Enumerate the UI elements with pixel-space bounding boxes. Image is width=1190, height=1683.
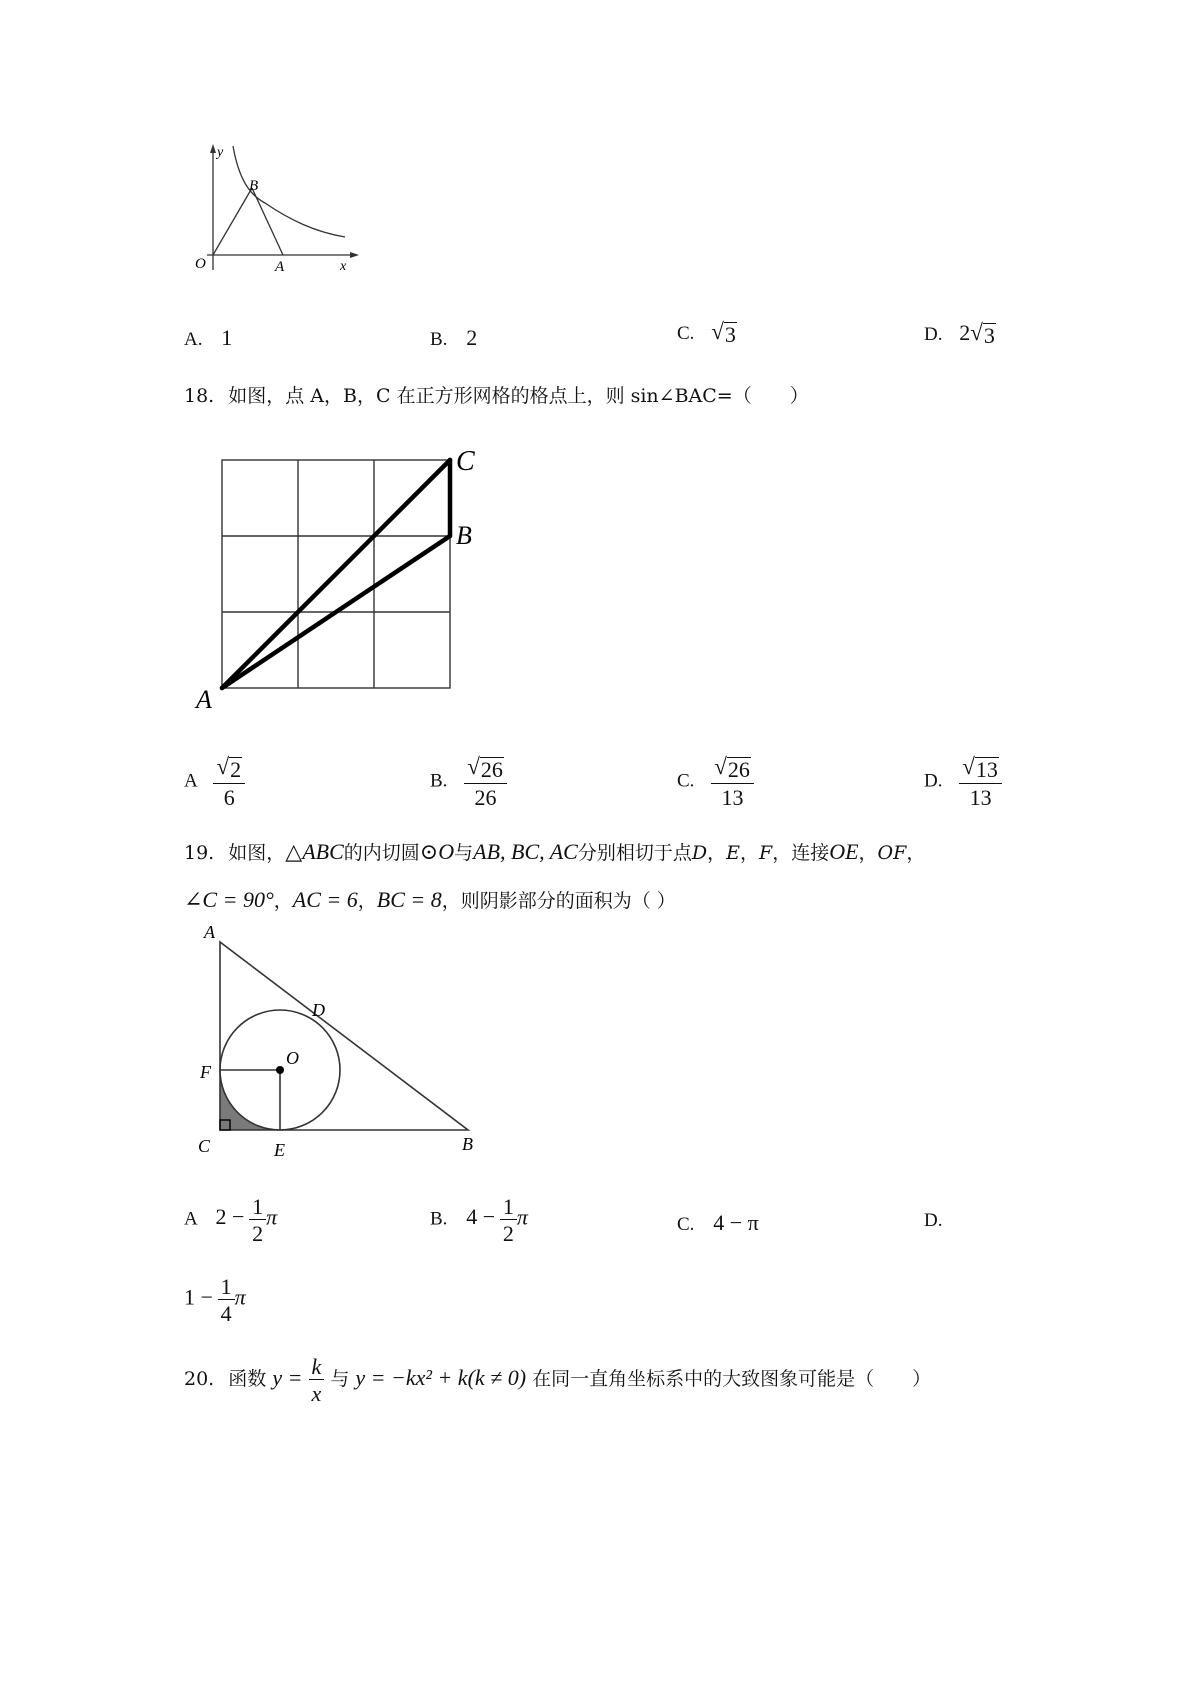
y-axis-label: y — [217, 145, 224, 160]
point-a-label: A — [275, 259, 285, 275]
q19-option-a: A 2 − $\frac{1}{2}$ π — [184, 1194, 278, 1247]
q17-option-d: D. 2 √ 3 — [924, 319, 995, 348]
point-c-label: C — [456, 446, 475, 477]
q19-question-line1: 19. 如图，△ABC的内切圆⊙O与AB, BC, AC分别相切于点D，E，F，连接OE，OF， — [184, 839, 926, 864]
point-d-label: D — [312, 1000, 325, 1020]
q18-option-b: B. √ 26 26 — [430, 755, 507, 809]
q20-question: 20. 函数 y = $\frac{k}{x}$ 与 y = −kx² + k(k ≠ 0) 在同一直角坐标系中的大致图象可能是（ ） — [184, 1354, 932, 1407]
point-b-label: B — [462, 1134, 473, 1154]
q17-option-a: A. 1 — [184, 325, 233, 350]
shaded-region — [220, 1070, 280, 1130]
q17-option-b: B. 2 — [430, 325, 478, 350]
q18-grid-figure — [190, 440, 490, 710]
q19-option-d: 1 − $\frac{1}{4}$ π — [184, 1274, 246, 1327]
q17-option-c: C. √ 3 — [677, 318, 736, 347]
q18-option-a: A √ 2 6 — [184, 755, 245, 809]
point-a-label: A — [204, 922, 215, 942]
point-o-label: O — [286, 1048, 299, 1068]
q18-option-c: C. √ 26 13 — [677, 755, 754, 809]
point-f-label: F — [200, 1062, 211, 1082]
x-axis-label: x — [340, 259, 347, 274]
q19-question-line2: ∠C = 90°，AC = 6，BC = 8，则阴影部分的面积为（ ） — [184, 887, 676, 912]
q18-option-d: D. √ 13 13 — [924, 755, 1002, 809]
origin-label: O — [195, 256, 206, 272]
q17-figure — [195, 140, 365, 290]
q19-option-c: C. 4 − π — [677, 1210, 759, 1235]
q19-option-b: B. 4 − $\frac{1}{2}$ π — [430, 1194, 528, 1247]
q18-question: 18. 如图，点 A，B，C 在正方形网格的格点上，则 sin∠BAC=（ ） — [184, 385, 809, 407]
q19-figure — [190, 920, 480, 1160]
point-c-label: C — [198, 1136, 211, 1156]
point-b-label: B — [249, 178, 259, 194]
point-a-label: A — [196, 685, 212, 710]
point-e-label: E — [274, 1140, 285, 1160]
point-b-label: B — [456, 521, 472, 550]
q19-option-d-label: D. — [924, 1210, 943, 1231]
